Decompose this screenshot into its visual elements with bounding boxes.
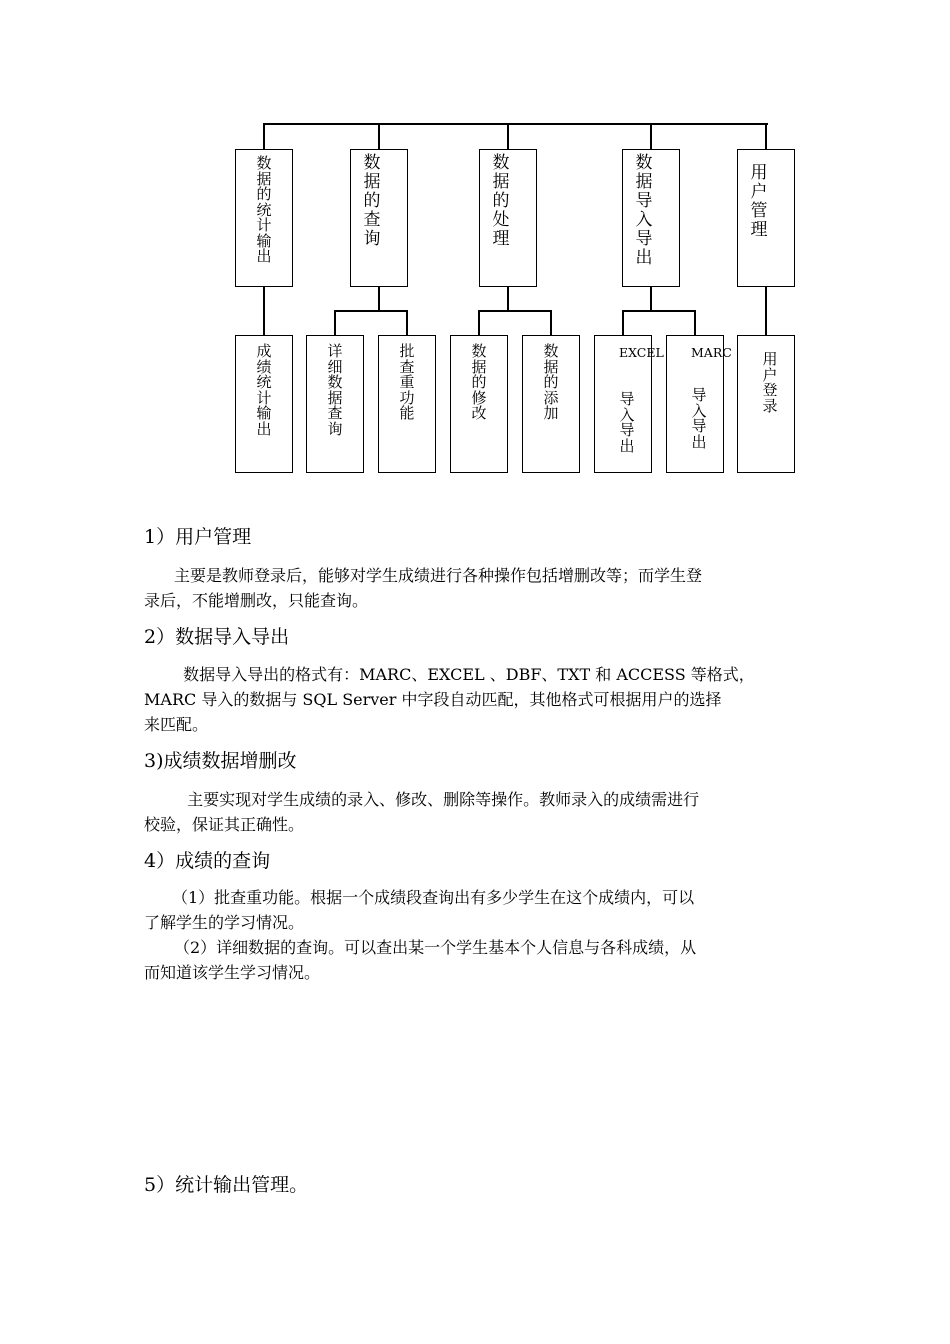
paragraph-line: 来匹配。 [144, 715, 209, 734]
submodule-label: 成绩统计输出 [256, 342, 272, 438]
module-label: 数据的统计输出 [256, 154, 272, 265]
submodule-label: 数据的修改 [471, 342, 487, 422]
section-heading-import-export: 2）数据导入导出 [144, 626, 290, 648]
submodule-box-modify [450, 335, 508, 473]
section-paragraph [144, 787, 808, 837]
connector [694, 310, 696, 336]
section-paragraph [144, 885, 808, 985]
format-tag-excel: EXCEL [619, 345, 664, 360]
connector [765, 287, 767, 336]
top-connector-line [263, 123, 768, 125]
submodule-box-marc [666, 335, 732, 473]
submodule-box-score-output [235, 335, 293, 473]
paragraph-line: 校验，保证其正确性。 [144, 815, 305, 834]
module-box-user-management [737, 149, 795, 287]
submodule-label: 数据的添加 [543, 342, 559, 422]
connector [650, 123, 652, 150]
connector [550, 310, 552, 336]
paragraph-line: 而知道该学生学习情况。 [144, 963, 321, 982]
section-paragraph [144, 662, 808, 737]
submodule-label: 导入导出 [619, 390, 635, 455]
section-paragraph [144, 563, 808, 613]
paragraph-line: 数据导入导出的格式有：MARC、EXCEL 、DBF、TXT 和 ACCESS 等格式， [162, 665, 755, 684]
module-label: 用户管理 [750, 163, 768, 240]
submodule-box-login [737, 335, 795, 473]
connector [378, 123, 380, 150]
submodule-label: 导入导出 [691, 386, 707, 451]
module-label: 数据的处理 [492, 153, 510, 249]
submodule-label: 用户登录 [762, 350, 778, 415]
format-tag-marc: MARC [691, 345, 732, 360]
connector [334, 310, 336, 336]
connector [507, 287, 509, 311]
connector [263, 123, 265, 150]
paragraph-line: 主要是教师登录后，能够对学生成绩进行各种操作包括增删改等；而学生登 [158, 566, 703, 585]
paragraph-line: MARC 导入的数据与 SQL Server 中字段自动匹配，其他格式可根据用户的选择 [144, 690, 722, 709]
module-box-import-export [622, 149, 680, 287]
module-box-processing [479, 149, 537, 287]
connector [622, 310, 624, 336]
section-heading-score-query: 4）成绩的查询 [144, 850, 271, 872]
submodule-box-batch-check [378, 335, 436, 473]
submodule-label: 详细数据查询 [327, 342, 343, 438]
module-box-statistics [235, 149, 293, 287]
section-heading-statistics-output: 5）统计输出管理。 [144, 1174, 309, 1196]
connector [765, 123, 767, 150]
module-box-query [350, 149, 408, 287]
connector [622, 310, 696, 312]
section-heading-score-edit: 3)成绩数据增删改 [144, 750, 297, 772]
paragraph-line: 主要实现对学生成绩的录入、修改、删除等操作。教师录入的成绩需进行 [166, 790, 700, 809]
connector [478, 310, 552, 312]
connector [334, 310, 408, 312]
section-heading-user-management: 1）用户管理 [144, 526, 252, 548]
submodule-box-excel [594, 335, 664, 473]
connector [478, 310, 480, 336]
paragraph-line: （1）批查重功能。根据一个成绩段查询出有多少学生在这个成绩内，可以 [172, 888, 695, 907]
connector [263, 287, 265, 336]
connector [378, 287, 380, 311]
module-structure-diagram [0, 0, 950, 500]
connector [650, 287, 652, 311]
module-label: 数据导入导出 [635, 153, 653, 268]
paragraph-line: 了解学生的学习情况。 [144, 913, 305, 932]
submodule-label: 批查重功能 [399, 342, 415, 422]
connector [507, 123, 509, 150]
submodule-box-detail-query [306, 335, 364, 473]
paragraph-line: 录后，不能增删改，只能查询。 [144, 591, 369, 610]
paragraph-line: （2）详细数据的查询。可以查出某一个学生基本个人信息与各科成绩，从 [174, 938, 697, 957]
module-label: 数据的查询 [363, 153, 381, 249]
submodule-box-add [522, 335, 580, 473]
connector [406, 310, 408, 336]
